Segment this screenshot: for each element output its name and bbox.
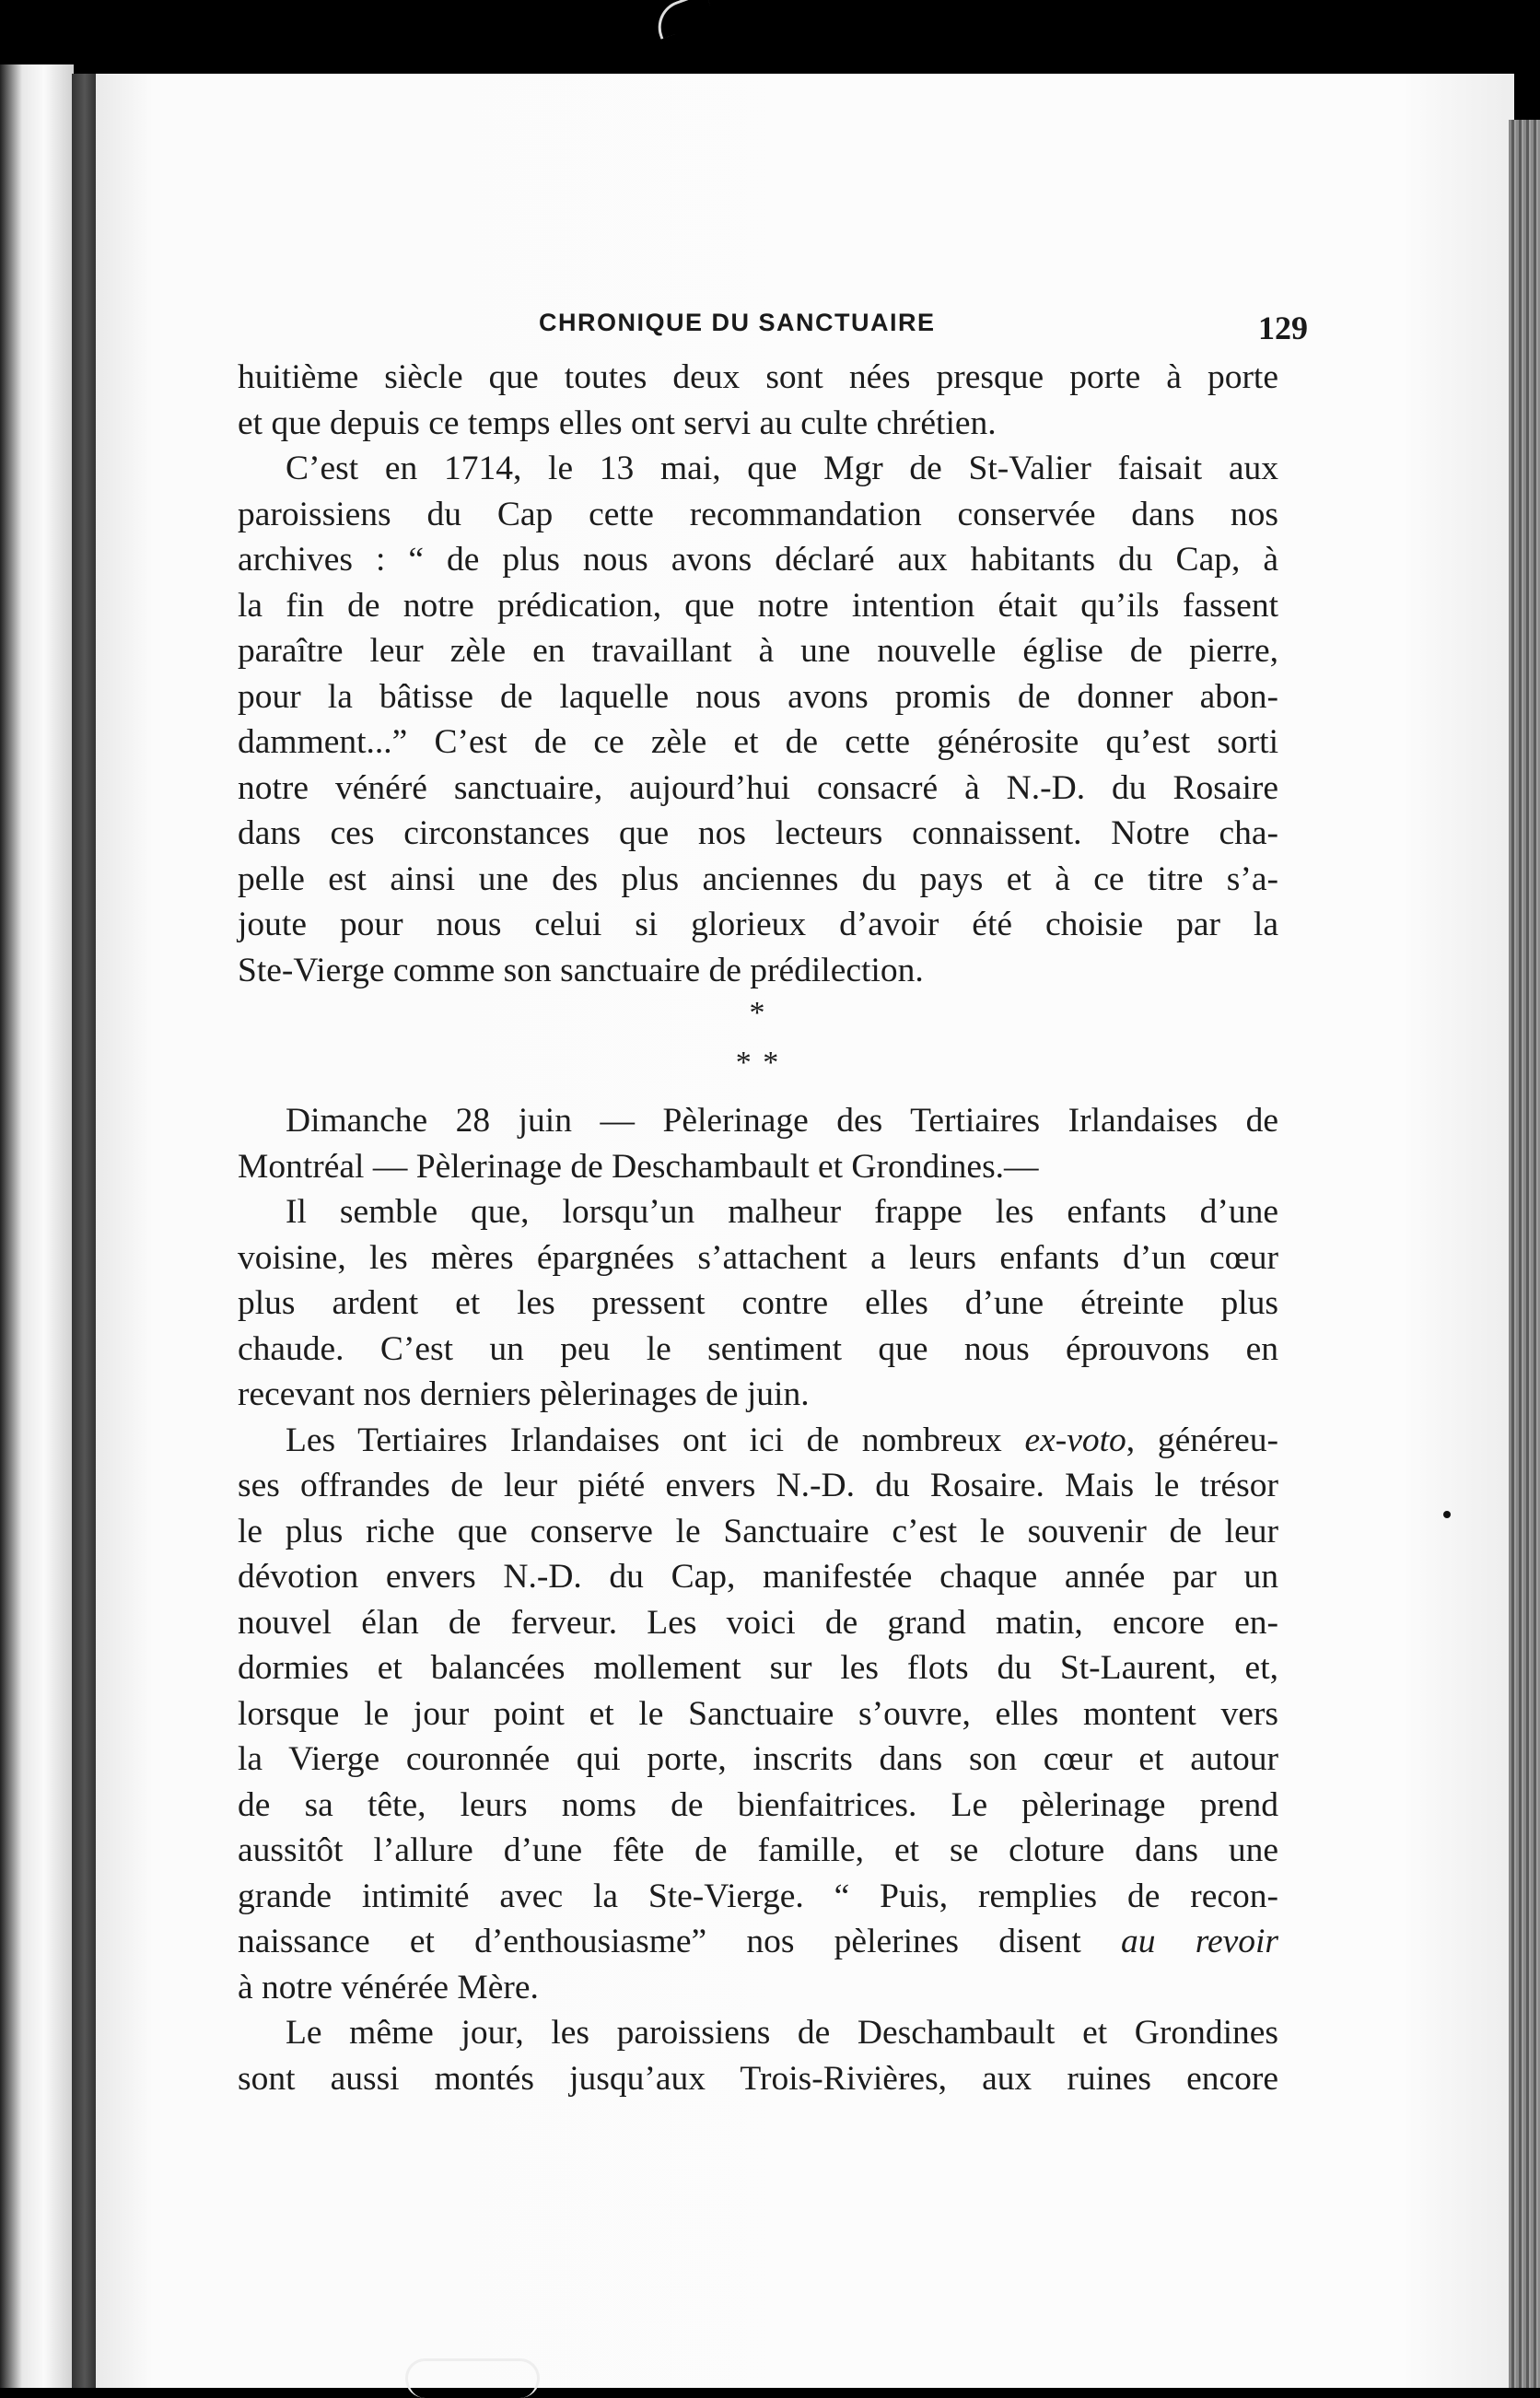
italic-term: au revoir	[1121, 1923, 1278, 1960]
text-line: pour la bâtisse de laquelle nous avons promis de donner abon-	[238, 677, 1278, 716]
text-line: dévotion envers N.-D. du Cap, manifestée chaque année par un	[238, 1558, 1278, 1596]
text-line	[238, 1919, 1278, 1965]
text-line: recevant nos derniers pèlerinages de juin.	[238, 1375, 810, 1413]
text-line: nouvel élan de ferveur. Les voici de grand matin, encore en-	[238, 1603, 1278, 1642]
running-title: CHRONIQUE DU SANCTUAIRE	[539, 309, 936, 336]
ink-speck	[1443, 1511, 1451, 1518]
text-line: notre vénéré sanctuaire, aujourd’hui consacré à N.-D. du Rosaire	[238, 768, 1278, 807]
text-line: chaude. C’est un peu le sentiment que nous éprouvons en	[238, 1329, 1278, 1368]
text-line: Dimanche 28 juin — Pèlerinage des Tertiaires Irlandaises de	[286, 1102, 1278, 1140]
text-line	[238, 1418, 1278, 1464]
body-text	[238, 355, 1278, 2101]
bottom-scan-mark	[405, 2358, 540, 2398]
book-binding	[72, 74, 98, 2388]
text-line: damment...” C’est de ce zèle et de cette générosite qu’est sorti	[238, 723, 1278, 761]
running-header	[539, 309, 1299, 357]
page-number: 129	[1258, 310, 1308, 346]
text-line: pelle est ainsi une des plus anciennes du pays et à ce titre s’a-	[238, 860, 1278, 898]
text-line: grande intimité avec la Ste-Vierge. “ Puis, remplies de recon-	[238, 1877, 1278, 1915]
text-line: la Vierge couronnée qui porte, inscrits dans son cœur et autour	[238, 1740, 1278, 1778]
text-line: paroissiens du Cap cette recommandation conservée dans nos	[238, 495, 1278, 533]
text-line: Ste-Vierge comme son sanctuaire de prédilection.	[238, 951, 924, 989]
top-scan-mark	[650, 0, 715, 40]
text-line: dormies et balancées mollement sur les flots du St-Laurent, et,	[238, 1649, 1278, 1687]
text-line: Le même jour, les paroissiens de Deschambault et Grondines	[286, 2014, 1278, 2052]
text-line: aussitôt l’allure d’une fête de famille, et se cloture dans une	[238, 1831, 1278, 1869]
text-line: dans ces circonstances que nos lecteurs connaissent. Notre cha-	[238, 814, 1278, 852]
text-line: Montréal — Pèlerinage de Deschambault et Grondines.—	[238, 1147, 1039, 1186]
text-line: lorsque le jour point et le Sanctuaire s’ouvre, elles montent vers	[238, 1694, 1278, 1733]
text-segment: naissance et d’enthousiasme” nos pèlerines disent	[238, 1923, 1122, 1960]
text-line: et que depuis ce temps elles ont servi au culte chrétien.	[238, 404, 997, 442]
text-line: ses offrandes de leur piété envers N.-D. du Rosaire. Mais le trésor	[238, 1467, 1278, 1504]
text-line: Il semble que, lorsqu’un malheur frappe les enfants d’une	[286, 1193, 1278, 1231]
left-page-edge	[0, 64, 74, 2388]
text-segment: Les Tertiaires Irlandaises ont ici de nombreux	[286, 1421, 1025, 1459]
text-line: le plus riche que conserve le Sanctuaire c’est le souvenir de leur	[238, 1512, 1278, 1550]
text-line: C’est en 1714, le 13 mai, que Mgr de St-Valier faisait aux	[286, 450, 1278, 487]
text-line: sont aussi montés jusqu’aux Trois-Rivières, aux ruines encore	[238, 2059, 1278, 2098]
text-line: paraître leur zèle en travaillant à une nouvelle église de pierre,	[238, 632, 1278, 670]
italic-term: ex-voto	[1024, 1421, 1126, 1459]
text-line: à notre vénérée Mère.	[238, 1968, 539, 2006]
separator-top-star: *	[749, 996, 767, 1030]
text-line: plus ardent et les pressent contre elles d’une étreinte plus	[238, 1284, 1278, 1322]
text-segment: , généreu-	[1126, 1421, 1278, 1459]
text-line: voisine, les mères épargnées s’attachent a leurs enfants d’un cœur	[238, 1238, 1278, 1277]
text-line: la fin de notre prédication, que notre intention était qu’ils fassent	[238, 586, 1278, 625]
separator-bottom-stars: * *	[735, 1046, 781, 1080]
section-separator	[238, 996, 1278, 1082]
text-line: huitième siècle que toutes deux sont nées presque porte à porte	[238, 358, 1278, 396]
text-line: joute pour nous celui si glorieux d’avoir été choisie par la	[238, 906, 1278, 943]
text-line: de sa tête, leurs noms de bienfaitrices. Le pèlerinage prend	[238, 1785, 1278, 1824]
text-line: archives : “ de plus nous avons déclaré aux habitants du Cap, à	[238, 541, 1278, 579]
page-stack-edge	[1509, 120, 1540, 2388]
